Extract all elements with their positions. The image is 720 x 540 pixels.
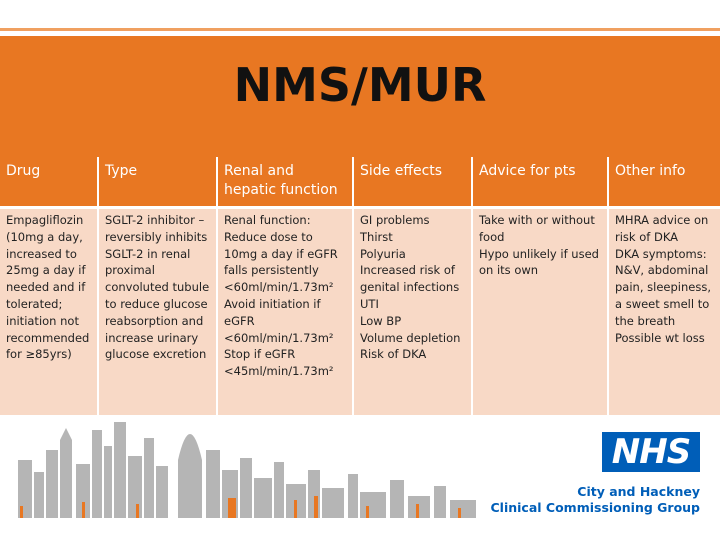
header-type: Type (98, 157, 217, 208)
header-other-info: Other info (608, 157, 720, 208)
header-advice: Advice for pts (472, 157, 608, 208)
cell-renal-hepatic: Renal function: Reduce dose to 10mg a day if eGFR falls persistently <60ml/min/1.73m² Avoid initiation if eGFR <60ml/min/1.73m² Stop if eGFR <45ml/min/1.73m² (217, 208, 353, 416)
slide-title: NMS/MUR (233, 58, 487, 112)
cell-drug: Empagliflozin (10mg a day, increased to 25mg a day if needed and if tolerated; initiation not recommended for ≥85yrs) (0, 208, 98, 416)
table-row (0, 208, 720, 416)
header-drug: Drug (0, 157, 98, 208)
top-rule (0, 28, 720, 31)
nhs-logo: NHS (602, 432, 700, 472)
header-renal-hepatic: Renal and hepatic function (217, 157, 353, 208)
table-header-row (0, 157, 720, 208)
cell-type: SGLT-2 inhibitor – reversibly inhibits SGLT-2 in renal proximal convoluted tubule to reduce glucose reabsorption and increase urinary glucose excretion (98, 208, 217, 416)
cell-other-info: MHRA advice on risk of DKA DKA symptoms: N&V, abdominal pain, sleepiness, a sweet smell to the breath Possible wt loss (608, 208, 720, 416)
london-skyline-illustration (18, 400, 480, 518)
drug-info-table (0, 157, 720, 415)
org-name-line-2: Clinical Commissioning Group (490, 500, 700, 515)
cell-advice: Take with or without food Hypo unlikely if used on its own (472, 208, 608, 416)
cell-side-effects: GI problems Thirst Polyuria Increased risk of genital infections UTI Low BP Volume depletion Risk of DKA (353, 208, 472, 416)
org-name-line-1: City and Hackney (577, 484, 700, 499)
header-side-effects: Side effects (353, 157, 472, 208)
